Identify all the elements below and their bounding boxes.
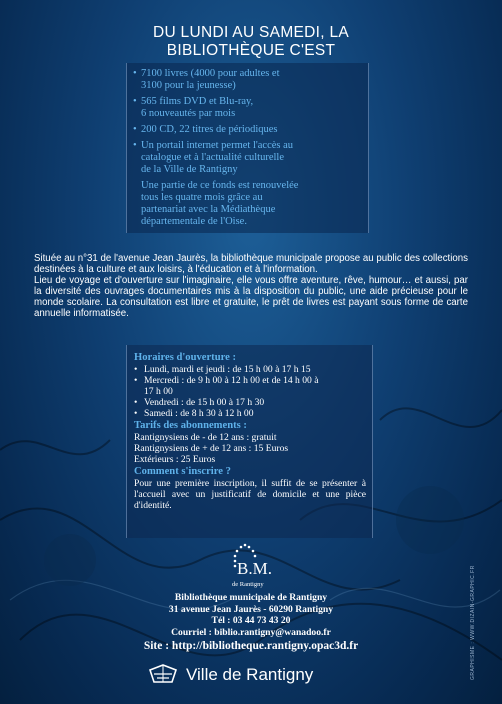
- collections-box: [126, 63, 369, 233]
- bullet-icon: •: [134, 364, 138, 375]
- hours-row: [134, 375, 366, 397]
- bullet-icon: •: [134, 397, 138, 408]
- library-email[interactable]: Courriel : biblio.rantigny@wanadoo.fr: [171, 626, 331, 638]
- bm-logo-sub: de Rantigny: [232, 581, 264, 588]
- signup-heading: Comment s'inscrire ?: [134, 466, 231, 477]
- hours-row: [134, 397, 366, 408]
- rate-row: Rantignysiens de + de 12 ans : 15 Euros: [134, 443, 289, 454]
- bm-logo-mark: B.M.: [237, 559, 272, 578]
- feature-text: 565 films DVD et Blu-ray, 6 nouveautés par mois: [141, 96, 254, 119]
- bullet-icon: •: [133, 68, 137, 79]
- renewal-note: Une partie de ce fonds est renouvelée tous les quatre mois grâce au partenariat avec la Médiathèque départementale de l'Oise.: [141, 180, 299, 227]
- bullet-icon: •: [133, 140, 137, 151]
- rates-heading: Tarifs des abonnements :: [134, 420, 247, 431]
- intro-text: [34, 253, 468, 319]
- hours-text: Samedi : de 8 h 30 à 12 h 00: [144, 408, 254, 419]
- feature-films: [133, 96, 362, 120]
- ville-logo: [148, 660, 358, 690]
- page-title: [0, 24, 502, 60]
- hours-text: Lundi, mardi et jeudi : de 15 h 00 à 17 h 15: [144, 364, 311, 375]
- town-crest-icon: [148, 662, 178, 688]
- title-line-2: BIBLIOTHÈQUE C'EST: [166, 42, 336, 59]
- info-box: [126, 345, 373, 538]
- rate-row: Rantignysiens de - de 12 ans : gratuit: [134, 432, 277, 443]
- ville-name: Ville de Rantigny: [186, 665, 314, 684]
- intro-paragraph-1: Située au n°31 de l'avenue Jean Jaurès, la bibliothèque municipale propose au public des collections destinées à la culture et aux loisirs, à l'éducation et à l'information.: [34, 253, 468, 275]
- site-link[interactable]: http://bibliotheque.rantigny.opac3d.fr: [171, 640, 359, 652]
- library-phone: Tél : 03 44 73 43 20: [211, 615, 291, 626]
- feature-text: Un portail internet permet l'accès au catalogue et à l'actualité culturelle de la Ville de Rantigny: [141, 140, 294, 175]
- rate-row: Extérieurs : 25 Euros: [134, 454, 216, 465]
- library-name: Bibliothèque municipale de Rantigny: [174, 592, 328, 603]
- feature-cds: [133, 124, 362, 136]
- signup-text: Pour une première inscription, il suffit de se présenter à l'accueil avec un justificatif de domicile et une pièce d'identité.: [134, 478, 366, 511]
- library-address: 31 avenue Jean Jaurès - 60290 Rantigny: [168, 603, 334, 615]
- bullet-icon: •: [134, 408, 138, 419]
- hours-text: Mercredi : de 9 h 00 à 12 h 00 et de 14 h 00 à 17 h 00: [144, 375, 319, 397]
- website-line: [0, 640, 502, 652]
- bullet-icon: •: [133, 124, 137, 135]
- hours-heading: Horaires d'ouverture :: [134, 352, 236, 363]
- bm-logo: [215, 543, 287, 593]
- hours-row: [134, 364, 366, 375]
- site-label: Site :: [143, 640, 170, 652]
- bullet-icon: •: [134, 375, 138, 386]
- title-line-1: DU LUNDI AU SAMEDI, LA: [152, 24, 350, 41]
- bullet-icon: •: [133, 96, 137, 107]
- contact-block: [0, 592, 502, 638]
- hours-row: [134, 408, 366, 419]
- feature-portal: [133, 140, 362, 176]
- feature-text: 7100 livres (4000 pour adultes et 3100 pour la jeunesse): [141, 68, 280, 91]
- intro-paragraph-2: Lieu de voyage et d'ouverture sur l'imaginaire, elle vous offre aventure, rêve, humour… et aussi, par la diversité des ouvrages documentaires mis à la disposition du public, une aide précieuse pour le monde scolaire. La consultation est libre et gratuite, le prêt de livres est payant sous forme de carte annuelle informatisée.: [34, 275, 468, 319]
- design-credit: GRAPHISME : WWW.DIZAIN-GRAPHIC.FR: [470, 565, 476, 680]
- hours-text: Vendredi : de 15 h 00 à 17 h 30: [144, 397, 265, 408]
- feature-books: [133, 68, 362, 92]
- feature-text: 200 CD, 22 titres de périodiques: [141, 124, 278, 135]
